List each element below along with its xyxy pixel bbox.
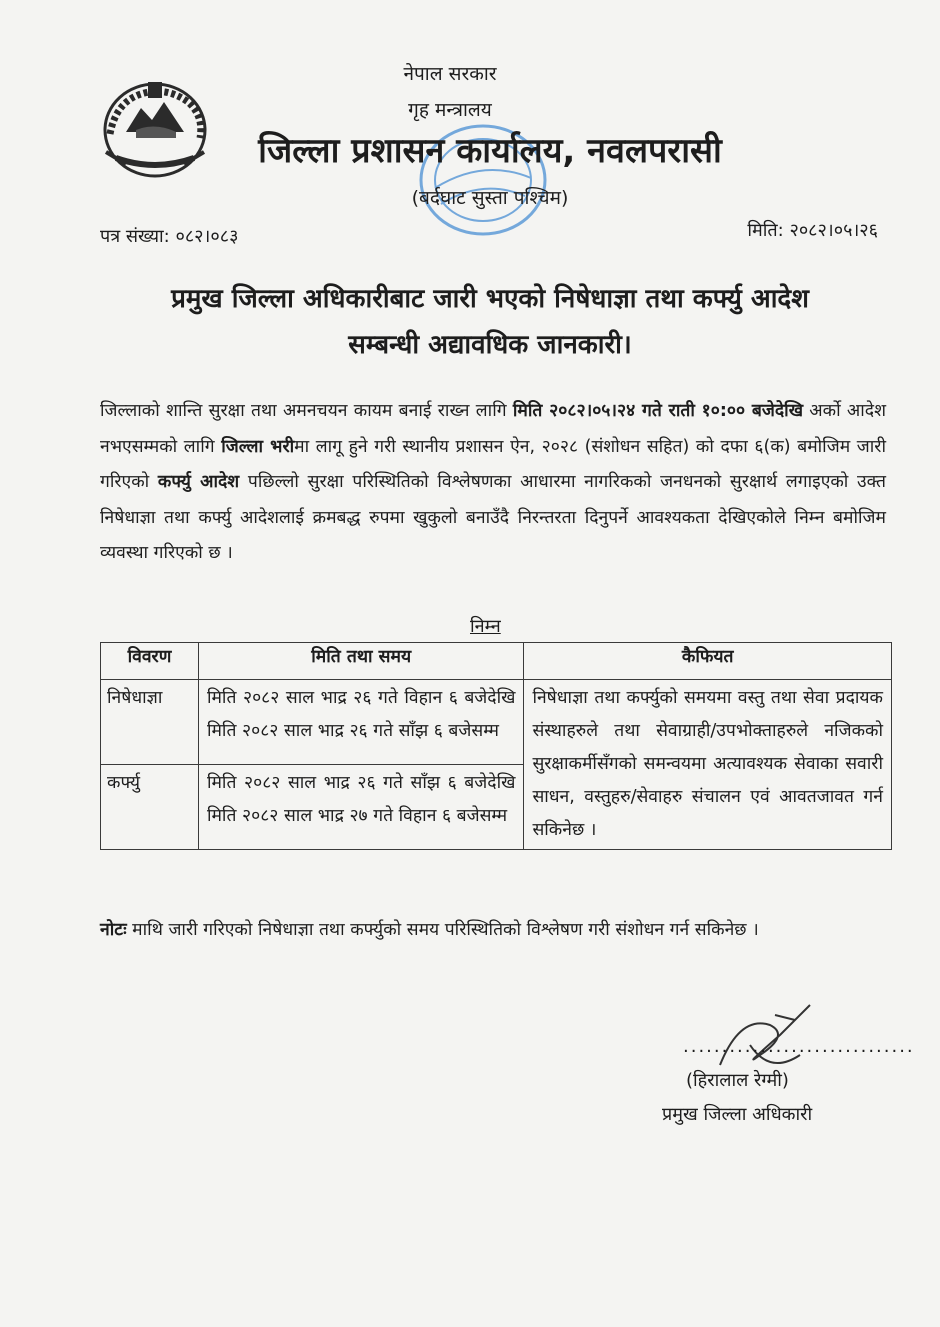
body-text-4: पछिल्लो सुरक्षा परिस्थितिको विश्लेषणका आधारमा नागरिकको जनधनको सुरक्षार्थ लगाइएको उक्त निषेधाज्ञा तथा कर्फ्यु आदेशलाई क्रमबद्ध रुपमा खुकुलो बनाउँदै निरन्तरता दिनुपर्ने आवश्यकता देखिएकोले निम्न बमोजिम व्यवस्था गरिएको छ ।: [100, 472, 886, 563]
letter-date: मिति: २०८२।०५।२६: [747, 220, 878, 241]
office-name: जिल्ला प्रशासन कार्यालय, नवलपरासी: [258, 131, 722, 171]
title-line-1: प्रमुख जिल्ला अधिकारीबाट जारी भएको निषेधाज्ञा तथा कर्फ्यु आदेश: [171, 284, 809, 314]
letter-number: पत्र संख्या: ०८२।०८३: [100, 226, 239, 247]
body-bold-district: जिल्ला भरी: [221, 436, 295, 457]
body-bold-date: मिति २०८२।०५।२४ गते राती १०:०० बजेदेखि: [512, 401, 804, 421]
office-location: (बर्दघाट सुस्ता पश्चिम): [411, 187, 569, 209]
column-header-details: विवरण: [101, 643, 199, 680]
body-text-3: मा लागू हुने गरी स्थानीय प्रशासन ऐन, २०२८ (संशोधन सहित) को दफा ६(क) बमोजिम जारी गरिएको: [100, 436, 886, 492]
title-line-2: सम्बन्धी अद्यावधिक जानकारी।: [348, 330, 632, 360]
row-label-curfew: कर्फ्यु: [101, 765, 199, 850]
table-row: [101, 680, 892, 765]
body-paragraph: [100, 394, 886, 572]
body-text-2: अर्को आदेश नभएसम्मको लागि: [100, 401, 886, 457]
body-bold-order: कर्फ्यु आदेश: [157, 472, 240, 492]
note-label: नोटः: [100, 920, 127, 940]
note-text: माथि जारी गरिएको निषेधाज्ञा तथा कर्फ्युको समय परिस्थितिको विश्लेषण गरी संशोधन गर्न सकिनेछ ।: [126, 920, 759, 940]
ministry-name: गृह मन्त्रालय: [408, 99, 492, 121]
document-title: [90, 276, 890, 368]
table-heading: निम्न: [470, 616, 501, 637]
signatory-name: (हिरालाल रेग्मी): [686, 1070, 789, 1091]
signature-line: ..............................: [683, 1036, 915, 1057]
row-time-curfew: मिति २०८२ साल भाद्र २६ गते साँझ ६ बजेदेखि मिति २०८२ साल भाद्र २७ गते विहान ६ बजेसम्म: [198, 765, 524, 850]
schedule-table: [100, 642, 892, 850]
government-name: नेपाल सरकार: [403, 63, 497, 85]
column-header-time: मिति तथा समय: [198, 643, 524, 680]
signatory-title: प्रमुख जिल्ला अधिकारी: [662, 1104, 813, 1125]
row-time-prohibitory: मिति २०८२ साल भाद्र २६ गते विहान ६ बजेदेखि मिति २०८२ साल भाद्र २६ गते साँझ ६ बजेसम्म: [198, 680, 524, 765]
column-header-remarks: कैफियत: [524, 643, 892, 680]
table-header-row: [101, 643, 892, 680]
body-text-1: जिल्लाको शान्ति सुरक्षा तथा अमनचयन कायम बनाई राख्न लागि: [100, 401, 513, 421]
remarks-cell: निषेधाज्ञा तथा कर्फ्युको समयमा वस्तु तथा सेवा प्रदायक संस्थाहरुले तथा सेवाग्राही/उपभोक्ताहरुले नजिकको सुरक्षाकर्मीसँगको समन्वयमा अत्यावश्यक सेवाका सवारी साधन, वस्तुहरु/सेवाहरु संचालन एवं आवतजावत गर्न सकिनेछ ।: [524, 680, 892, 850]
note-paragraph: [100, 912, 886, 949]
row-label-prohibitory: निषेधाज्ञा: [101, 680, 199, 765]
